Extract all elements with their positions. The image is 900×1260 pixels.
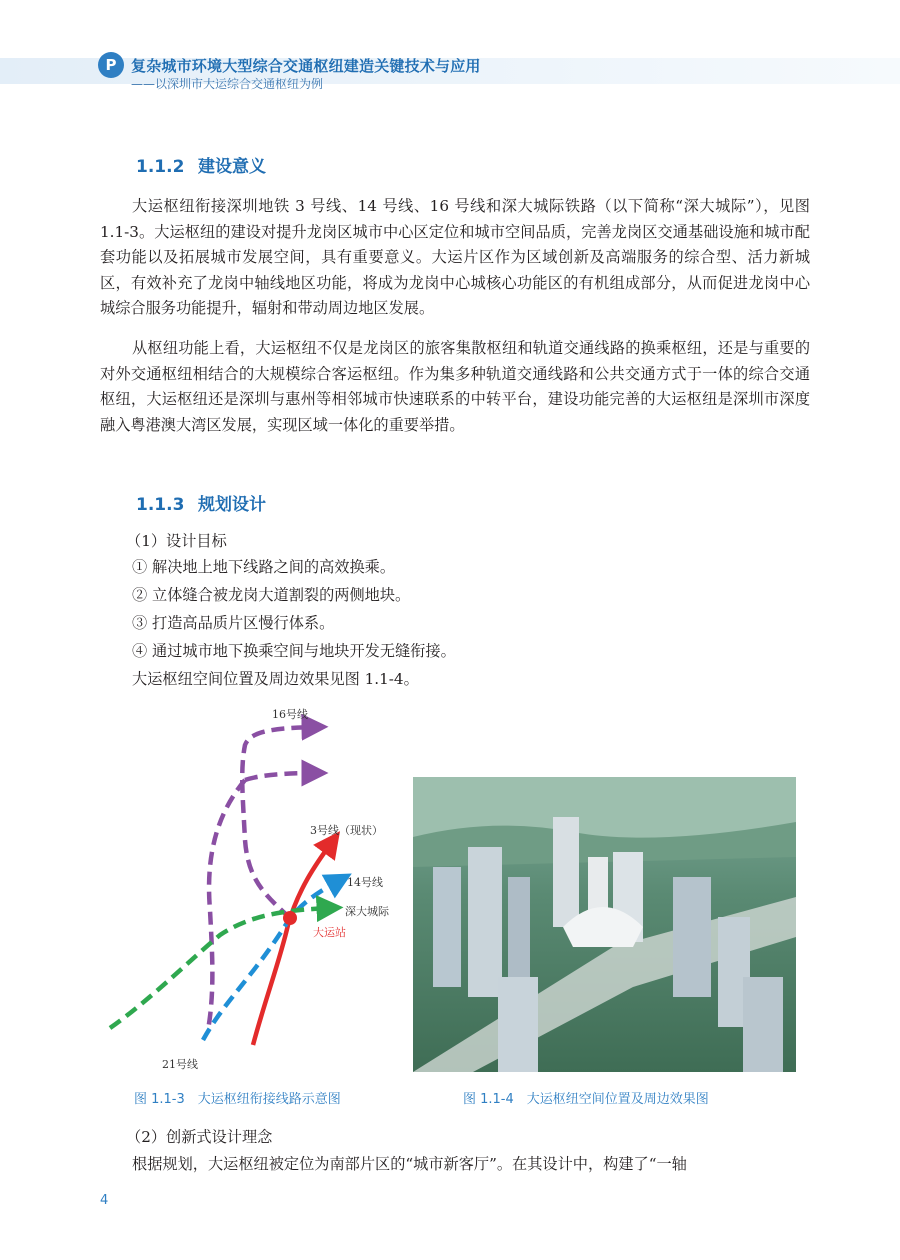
- label-intercity: 深大城际: [345, 905, 389, 918]
- label-station: 大运站: [313, 926, 346, 939]
- book-logo-icon: [98, 52, 124, 78]
- line-16-branch: [245, 773, 315, 780]
- goal-item-3: ③ 打造高品质片区慢行体系。: [132, 614, 335, 632]
- label-line-16: 16号线: [272, 708, 308, 721]
- paragraph-design-concept: 根据规划，大运枢纽被定位为南部片区的“城市新客厅”。在其设计中，构建了“一轴: [132, 1155, 687, 1173]
- paragraph-significance-2: 从枢纽功能上看，大运枢纽不仅是龙岗区的旅客集散枢纽和轨道交通线路的换乘枢纽，还是与重要的对外交通枢纽相结合的大规模综合客运枢纽。作为集多种轨道交通线路和公共交通方式于一体的综合交通枢纽，大运枢纽还是深圳与惠州等相邻城市快速联系的中转平台，建设功能完善的大运枢纽是深圳市深度融入粤港澳大湾区发展，实现区域一体化的重要举措。: [100, 339, 810, 434]
- label-line-3: 3号线（现状）: [310, 824, 383, 837]
- section-heading-1-1-3: [136, 490, 266, 515]
- dayun-station-marker: [283, 911, 297, 925]
- rendering-illustration: [413, 777, 796, 1072]
- line-16-south: [208, 780, 245, 1030]
- goal-item-4: ④ 通过城市地下换乘空间与地块开发无缝衔接。: [132, 642, 456, 660]
- label-line-14: 14号线: [347, 876, 383, 889]
- section-heading-1-1-2: [136, 152, 266, 177]
- hub-aerial-rendering: [413, 777, 796, 1072]
- section-number: 1.1.3: [136, 495, 185, 515]
- subheading-design-goals: （1）设计目标: [126, 532, 227, 550]
- goal-item-2: ② 立体缝合被龙岗大道割裂的两侧地块。: [132, 586, 411, 604]
- figure-caption-1-1-3: 图 1.1-3 大运枢纽衔接线路示意图: [134, 1092, 341, 1107]
- running-header-subtitle: ——以深圳市大运综合交通枢纽为例: [131, 77, 324, 91]
- line-3-route: [253, 842, 332, 1045]
- intercity-route: [110, 908, 330, 1028]
- page-number: 4: [100, 1193, 109, 1208]
- line-connection-map: [100, 700, 400, 1080]
- goal-item-1: ① 解决地上地下线路之间的高效换乘。: [132, 558, 396, 576]
- line-14-route: [203, 880, 340, 1040]
- section-title: 建设意义: [198, 157, 266, 177]
- subheading-design-concept: （2）创新式设计理念: [126, 1128, 273, 1146]
- section-title: 规划设计: [198, 495, 266, 515]
- logo-glyph: P: [105, 56, 117, 74]
- paragraph-significance-1: 大运枢纽衔接深圳地铁 3 号线、14 号线、16 号线和深大城际铁路（以下简称“深大城际”），见图 1.1-3。大运枢纽的建设对提升龙岗区城市中心区定位和城市空间品质，完善龙岗区交通基础设施和城市配套功能以及拓展城市发展空间，具有重要意义。大运片区作为区域创新及高端服务的综合型、活力新城区，有效补充了龙岗中轴线地区功能，将成为龙岗中心城核心功能区的有机组成部分，从而促进龙岗中心城综合服务功能提升，辐射和带动周边地区发展。: [100, 197, 810, 317]
- label-line-21: 21号线: [162, 1058, 198, 1071]
- figure-reference-text: 大运枢纽空间位置及周边效果见图 1.1-4。: [132, 670, 419, 688]
- running-header-title: 复杂城市环境大型综合交通枢纽建造关键技术与应用: [131, 57, 481, 75]
- figure-caption-1-1-4: 图 1.1-4 大运枢纽空间位置及周边效果图: [463, 1092, 709, 1107]
- section-number: 1.1.2: [136, 157, 185, 177]
